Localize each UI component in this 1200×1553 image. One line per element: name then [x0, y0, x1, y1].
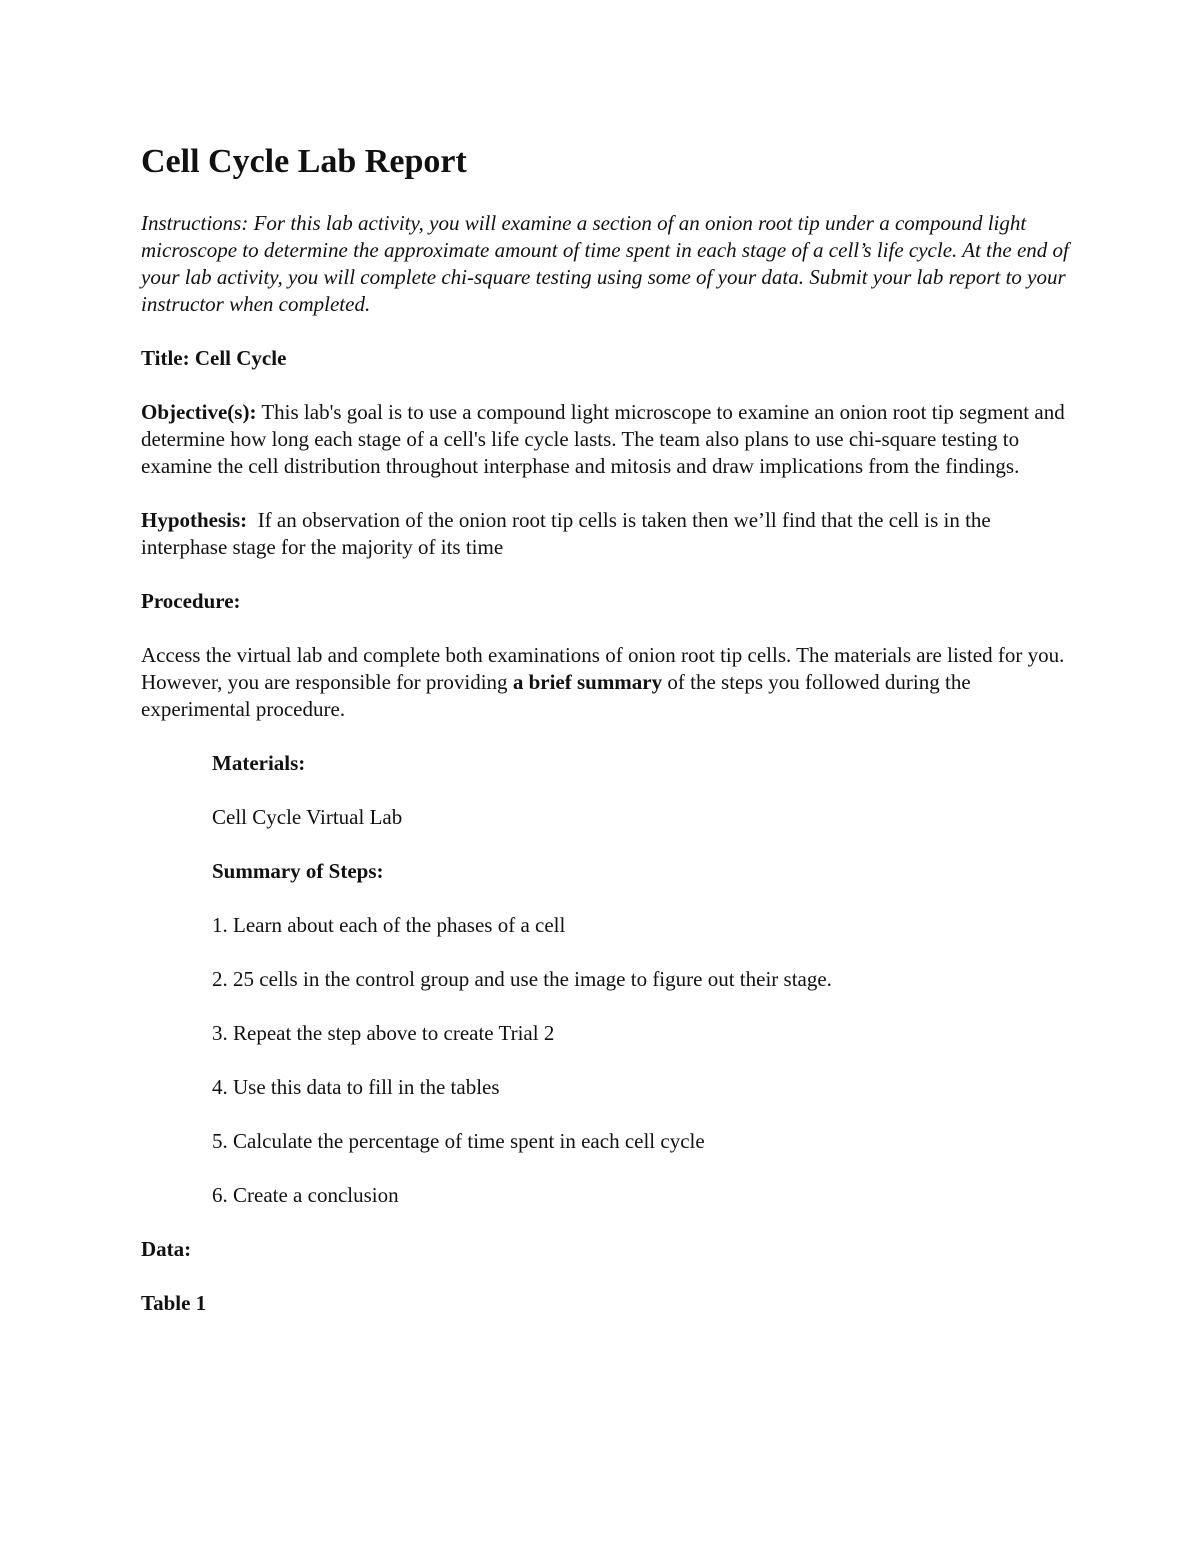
title-field-value: Cell Cycle	[194, 346, 287, 370]
data-label: Data:	[141, 1237, 192, 1261]
summary-of-steps-label: Summary of Steps:	[212, 859, 384, 883]
procedure-paragraph	[141, 642, 1071, 723]
objective-text: This lab's goal is to use a compound light microscope to examine an onion root tip segment and determine how long each stage of a cell's life cycle lasts. The team also plans to use chi-square testing to examine the cell distribution throughout interphase and mitosis and draw implications from the findings.	[141, 400, 1065, 478]
procedure-text-before: Access the virtual lab and complete both examinations of onion root tip cells. The materials are listed for you. However, you are responsible for providing	[141, 643, 1065, 694]
table-heading	[141, 1290, 1071, 1317]
step-item: 3. Repeat the step above to create Trial 2	[212, 1021, 555, 1045]
step-item: 2. 25 cells in the control group and use the image to figure out their stage.	[212, 967, 832, 991]
step-item: 5. Calculate the percentage of time spent in each cell cycle	[212, 1129, 705, 1153]
objective-label: Objective(s):	[141, 400, 257, 424]
hypothesis-text: If an observation of the onion root tip cells is taken then we’ll find that the cell is in the interphase stage for the majority of its time	[141, 508, 991, 559]
objective-paragraph	[141, 399, 1071, 480]
procedure-text-bold: a brief summary	[512, 670, 663, 694]
title-field	[141, 345, 1071, 372]
procedure-label: Procedure:	[141, 589, 241, 613]
step-item: 6. Create a conclusion	[212, 1183, 399, 1207]
title-field-label: Title:	[141, 346, 190, 370]
step-item: 4. Use this data to fill in the tables	[212, 1075, 500, 1099]
materials-label: Materials:	[212, 751, 306, 775]
procedure-heading	[141, 588, 1071, 615]
materials-item: Cell Cycle Virtual Lab	[212, 805, 403, 829]
step-item: 1. Learn about each of the phases of a cell	[212, 913, 566, 937]
materials-heading	[212, 750, 1071, 777]
document-title: Cell Cycle Lab Report	[141, 143, 467, 180]
summary-of-steps-heading	[212, 858, 1071, 885]
document-page	[141, 140, 1071, 1344]
instructions-paragraph: Instructions: For this lab activity, you will examine a section of an onion root tip under a compound light microscope to determine the approximate amount of time spent in each stage of a cell’s life cycle. At the end of your lab activity, you will complete chi-square testing using some of your data. Submit your lab report to your instructor when completed.	[141, 211, 1069, 316]
hypothesis-paragraph	[141, 507, 1071, 561]
data-heading	[141, 1236, 1071, 1263]
hypothesis-label: Hypothesis:	[141, 508, 248, 532]
procedure-text-after: of the steps you followed during the experimental procedure.	[141, 670, 971, 721]
table-label: Table 1	[141, 1291, 207, 1315]
